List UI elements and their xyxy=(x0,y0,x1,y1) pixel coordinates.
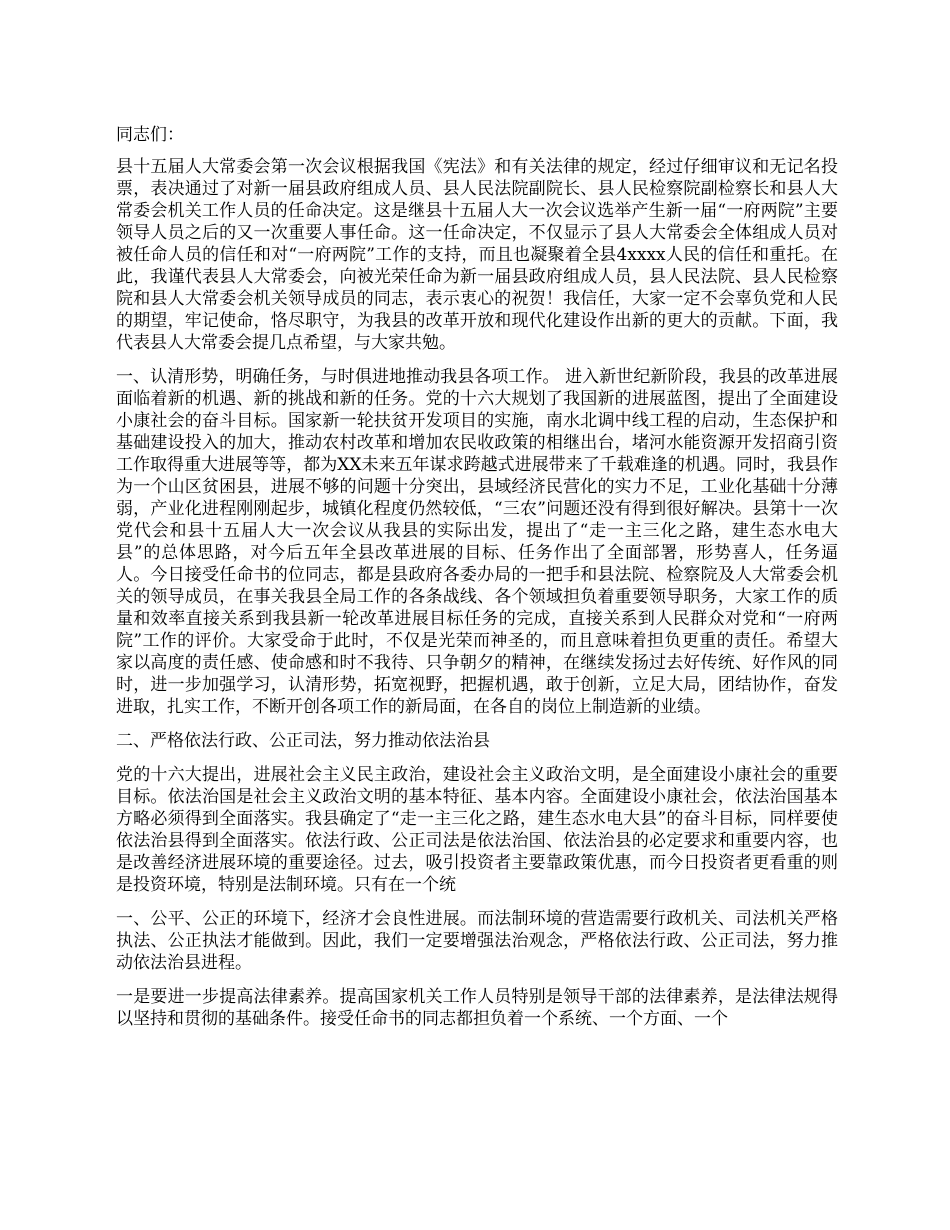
paragraph-rule-of-law: 党的十六大提出，进展社会主义民主政治，建设社会主义政治文明，是全面建设小康社会的重要目标。依法治国是社会主义政治文明的基本特征、基本内容。全面建设小康社会，依法治国基本方略必须得到全面落实。我县确定了“走一主三化之路，建生态水电大县”的奋斗目标，同样要使依法治县得到全面落实。依法行政、公正司法是依法治国、依法治县的必定要求和重要内容，也是改善经济进展环境的重要途径。过去，吸引投资者主要靠政策优惠，而今日投资者更看重的则是投资环境，特别是法制环境。只有在一个统 xyxy=(116,765,838,895)
paragraph-intro: 县十五届人大常委会第一次会议根据我国《宪法》和有关法律的规定，经过仔细审议和无记名投票，表决通过了对新一届县政府组成人员、县人民法院副院长、县人民检察院副检察长和县人大常委会机关工作人员的任命决定。这是继县十五届人大一次会议选举产生新一届“一府两院”主要领导人员之后的又一次重要人事任命。这一任命决定，不仅显示了县人大常委会全体组成人员对被任命人员的信任和对“一府两院”工作的支持，而且也凝聚着全县4xxxx人民的信任和重托。在此，我谨代表县人大常委会，向被光荣任命为新一届县政府组成人员，县人民法院、县人民检察院和县人大常委会机关领导成员的同志，表示衷心的祝贺！我信任，大家一定不会辜负党和人民的期望，牢记使命，恪尽职守，为我县的改革开放和现代化建设作出新的更大的贡献。下面，我代表县人大常委会提几点希望，与大家共勉。 xyxy=(116,157,838,353)
document-page xyxy=(116,124,838,1042)
section-heading-two: 二、严格依法行政、公正司法，努力推动依法治县 xyxy=(116,731,490,751)
paragraph-fair-environment: 一、公平、公正的环境下，经济才会良性进展。而法制环境的营造需要行政机关、司法机关严格执法、公正执法才能做到。因此，我们一定要增强法治观念，严格依法行政、公正司法，努力推动依法治县进程。 xyxy=(116,909,838,973)
paragraph-section-one: 一、认清形势，明确任务，与时俱进地推动我县各项工作。 进入新世纪新阶段，我县的改革进展面临着新的机遇、新的挑战和新的任务。党的十六大规划了我国新的进展蓝图，提出了全面建设小康社会的奋斗目标。国家新一轮扶贫开发项目的实施，南水北调中线工程的启动，生态保护和基础建设投入的加大，推动农村改革和增加农民收政策的相继出台，堵河水能资源开发招商引资工作取得重大进展等等，都为XX未来五年谋求跨越式进展带来了千载难逢的机遇。同时，我县作为一个山区贫困县，进展不够的问题十分突出，县域经济民营化的实力不足，工业化基础十分薄弱，产业化进程刚刚起步，城镇化程度仍然较低，“三农”问题还没有得到很好解决。县第十一次党代会和县十五届人大一次会议从我县的实际出发，提出了“走一主三化之路，建生态水电大县”的总体思路，对今后五年全县改革进展的目标、任务作出了全面部署，形势喜人，任务逼人。今日接受任命书的位同志，都是县政府各委办局的一把手和县法院、检察院及人大常委会机关的领导成员，在事关我县全局工作的各条战线、各个领域担负着重要领导职务，大家工作的质量和效率直接关系到我县新一轮改革进展目标任务的完成，直接关系到人民群众对党和“一府两院”工作的评价。大家受命于此时，不仅是光荣而神圣的，而且意味着担负更重的责任。希望大家以高度的责任感、使命感和时不我待、只争朝夕的精神，在继续发扬过去好传统、好作风的同时，进一步加强学习，认清形势，拓宽视野，把握机遇，敢于创新，立足大局，团结协作，奋发进取，扎实工作，不断开创各项工作的新局面，在各自的岗位上制造新的业绩。 xyxy=(116,367,838,717)
greeting-line: 同志们： xyxy=(116,125,184,145)
paragraph-legal-literacy: 一是要进一步提高法律素养。提高国家机关工作人员特别是领导干部的法律素养，是法律法规得以坚持和贯彻的基础条件。接受任命书的同志都担负着一个系统、一个方面、一个 xyxy=(116,987,838,1029)
